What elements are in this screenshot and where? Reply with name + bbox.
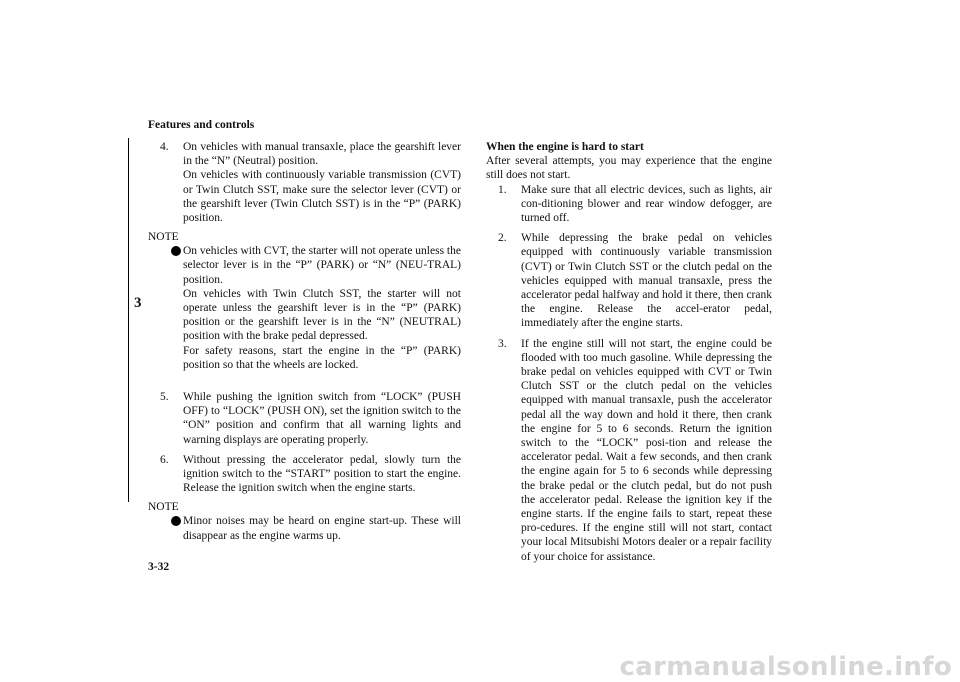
step-number: 1. xyxy=(498,183,507,196)
section-header: Features and controls xyxy=(148,119,255,131)
step-number: 4. xyxy=(160,141,169,153)
page-number: 3-32 xyxy=(148,561,170,573)
note-item xyxy=(148,514,461,542)
step-3 xyxy=(486,337,772,564)
intro-text: After several attempts, you may experience that the engine still does not start. xyxy=(486,155,772,182)
chapter-number: 3 xyxy=(134,295,142,311)
note-text: For safety reasons, start the engine in the “P” (PARK) position so that the wheels are locked. xyxy=(183,344,461,371)
step-4-text-1: On vehicles with manual transaxle, place the gearshift lever in the “N” (Neutral) position. xyxy=(183,141,461,168)
step-4 xyxy=(148,140,461,225)
step-5-text: While pushing the ignition switch from “LOCK” (PUSH OFF) to “LOCK” (PUSH ON), set the ignition switch to the “ON” position and confirm that all warning lights and warning displays are operating properly. xyxy=(183,391,461,446)
step-number: 6. xyxy=(160,453,169,466)
watermark: carmanualsonline.info xyxy=(619,651,952,682)
step-2 xyxy=(486,231,772,330)
step-number: 5. xyxy=(160,391,169,404)
step-number: 3. xyxy=(498,337,507,350)
bullet-icon xyxy=(171,246,181,256)
note-label: NOTE xyxy=(148,231,179,244)
note-text: On vehicles with CVT, the starter will not operate unless the selector lever is in the “P” (PARK) or “N” (NEU-TRAL) position. xyxy=(183,245,461,286)
step-6 xyxy=(148,453,461,496)
note-text: Minor noises may be heard on engine start-up. These will disappear as the engine warms up. xyxy=(183,515,461,542)
left-column xyxy=(148,140,461,549)
step-1 xyxy=(486,183,772,226)
bullet-icon xyxy=(171,516,181,526)
step-5 xyxy=(148,390,461,447)
step-number: 2. xyxy=(498,232,507,245)
step-6-text: Without pressing the accelerator pedal, slowly turn the ignition switch to the “START” position to start the engine. Release the ignition switch when the engine starts. xyxy=(183,453,461,495)
step-1-text: Make sure that all electric devices, such as lights, air con-ditioning blower and rear window defogger, are turned off. xyxy=(521,183,772,225)
note-text: On vehicles with Twin Clutch SST, the starter will not operate unless the gearshift lever is in the “P” (PARK) position or the gearshift lever is in the “N” (NEUTRAL) position with the brake pedal depressed. xyxy=(183,287,461,343)
chapter-tab-rule xyxy=(128,138,129,502)
step-4-text-2: On vehicles with continuously variable transmission (CVT) or Twin Clutch SST, make sure the selector lever (CVT) or the gearshift lever (Twin Clutch SST) is in the “P” (PARK) position. xyxy=(183,169,461,225)
step-2-text: While depressing the brake pedal on vehicles equipped with continuously variable transmission (CVT) or Twin Clutch SST or the clutch pedal on the vehicles equipped with manual transaxle, press the accelerator pedal halfway and hold it there, then crank the engine. Release the accel-erator pedal, immediately after the engine starts. xyxy=(521,232,772,330)
section-heading: When the engine is hard to start xyxy=(486,141,644,153)
step-3-text: If the engine still will not start, the engine could be flooded with too much gasoline. While depressing the brake pedal on vehicles equipped with CVT or Twin Clutch SST or the clutch pedal on the vehicles equipped with manual transaxle, push the accelerator pedal all the way down and hold it there, then crank the engine for 5 to 6 seconds. Return the ignition switch to the “LOCK” posi-tion and release the accelerator pedal. Wait a few seconds, and then crank the engine again for 5 to 6 seconds while depressing the brake pedal or the clutch pedal, but do not push the accelerator pedal. Release the ignition key if the engine starts. If the engine fails to start, repeat these pro-cedures. If the engine still will not start, contact your local Mitsubishi Motors dealer or a repair facility of your choice for assistance. xyxy=(521,337,773,563)
note-label: NOTE xyxy=(148,501,179,514)
note-item xyxy=(148,244,461,372)
right-column xyxy=(486,140,772,570)
